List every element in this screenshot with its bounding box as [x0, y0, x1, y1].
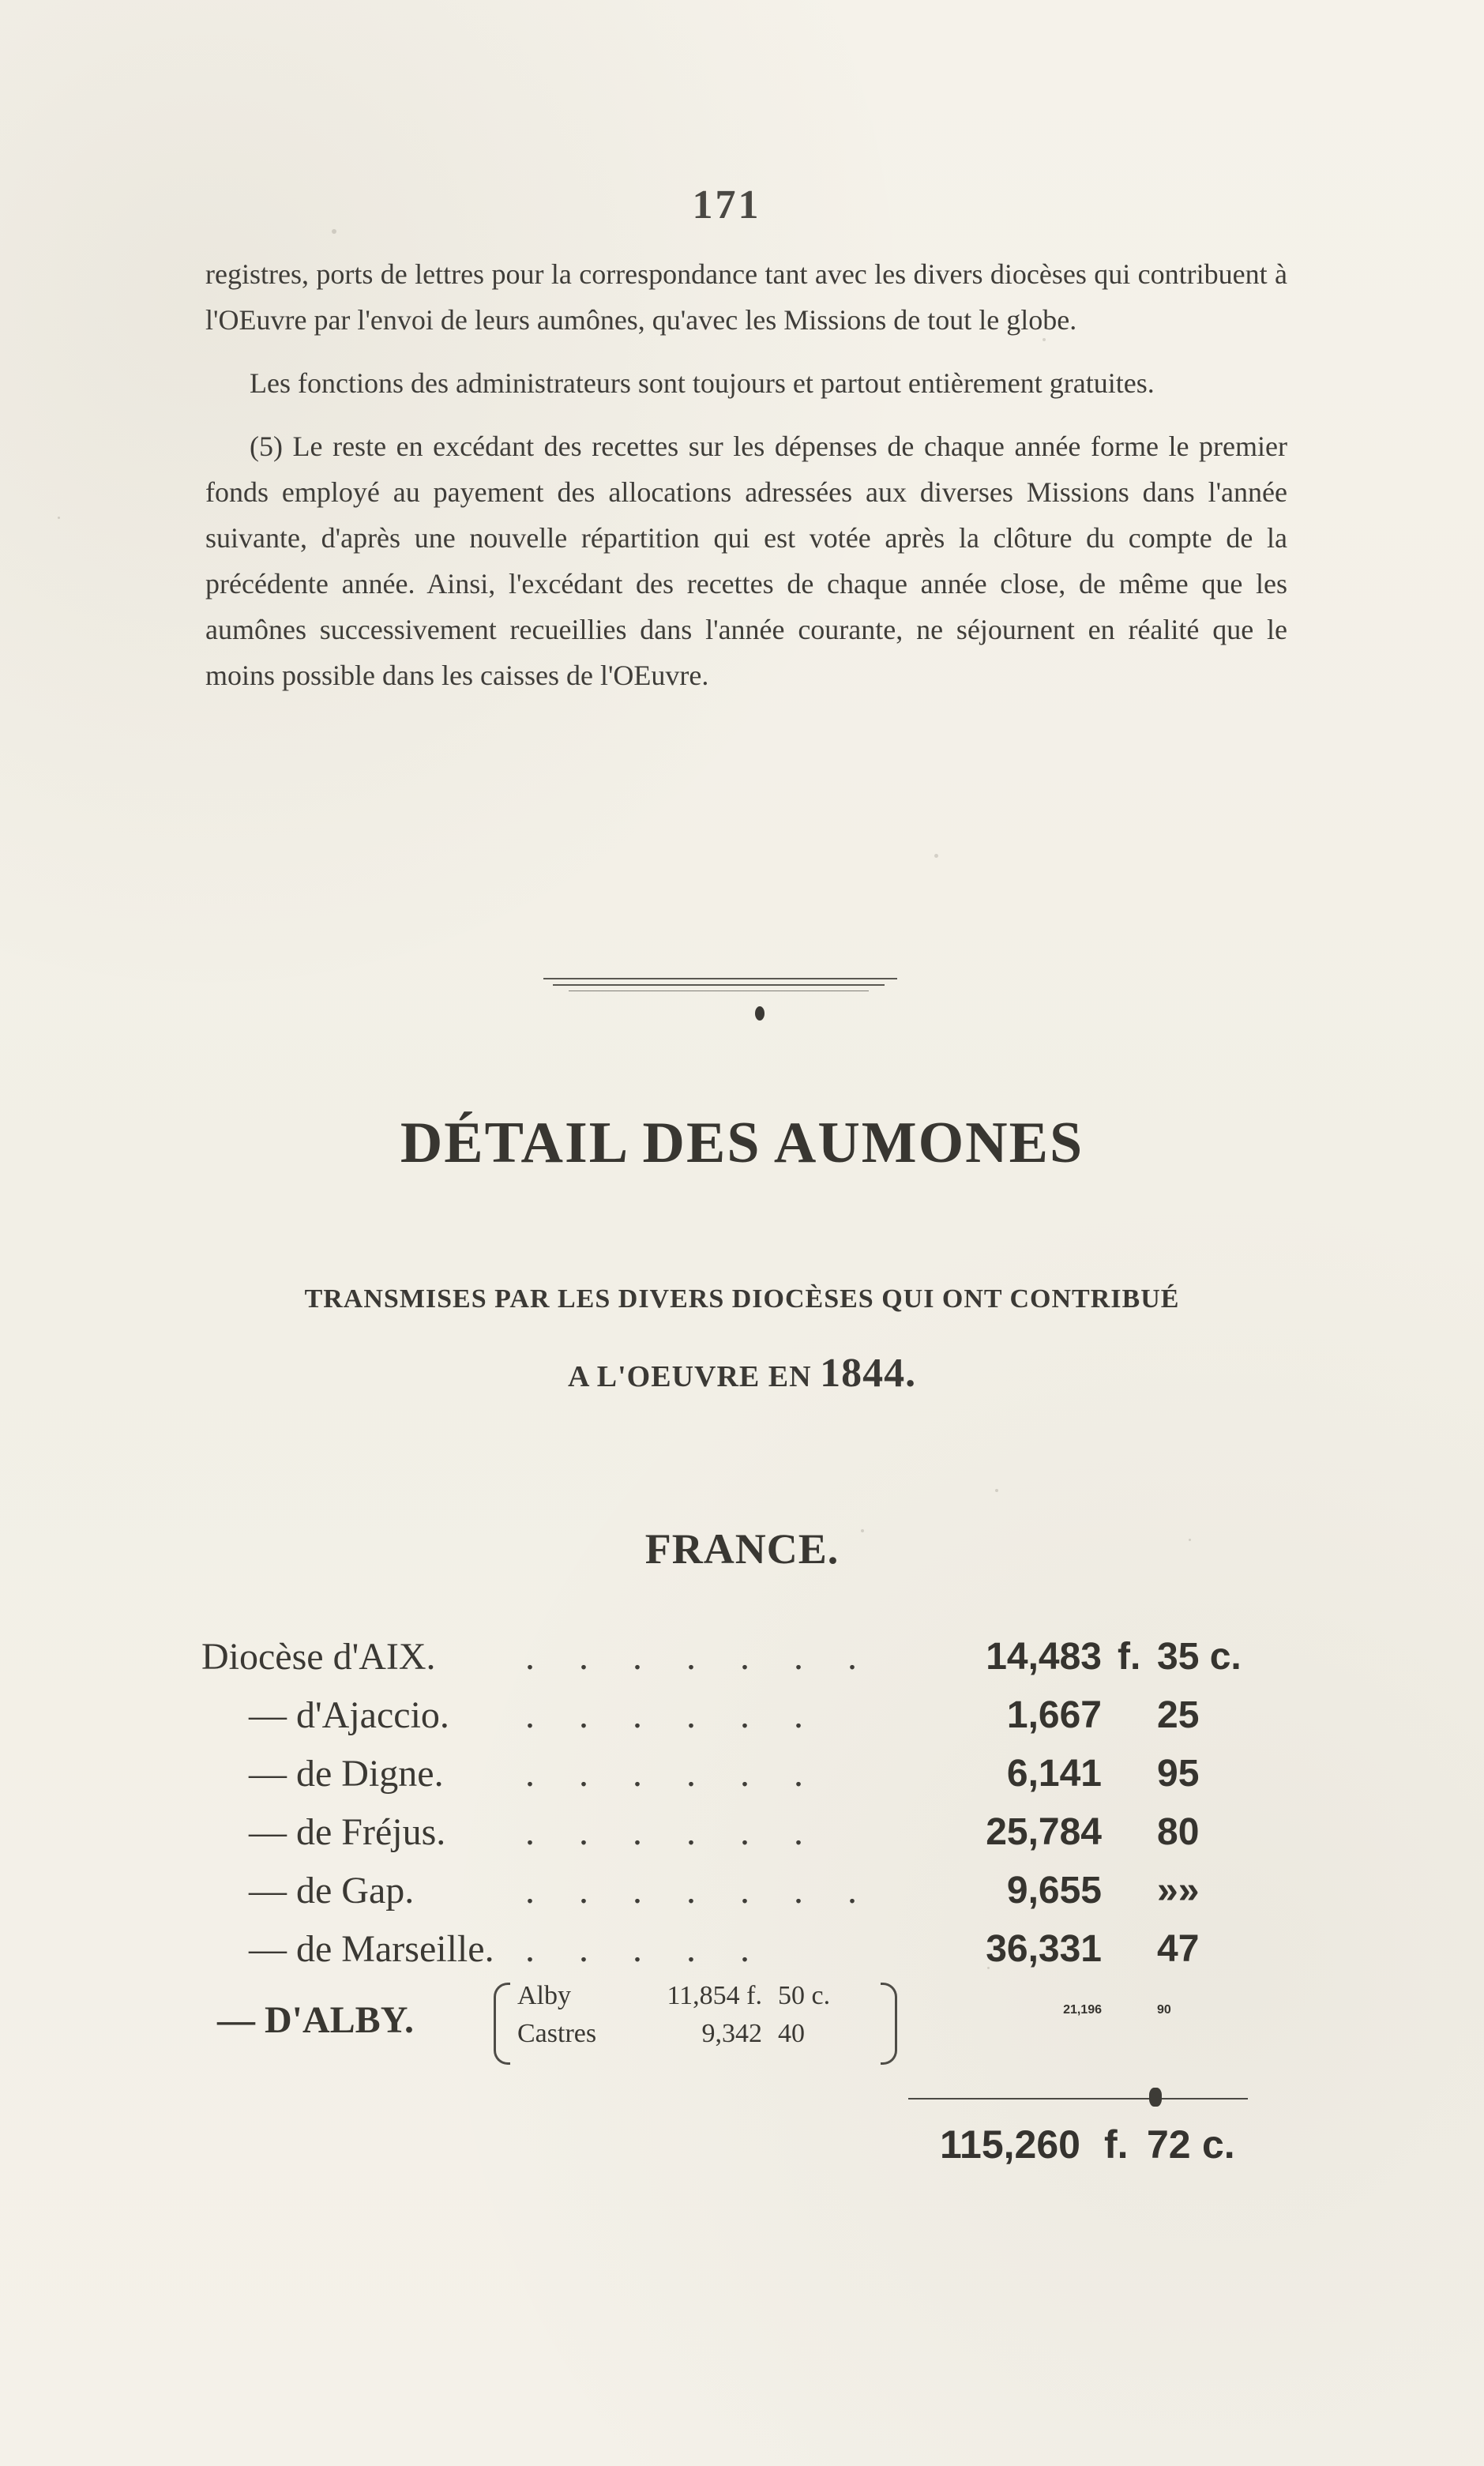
- sub-entry-alby: [517, 1981, 881, 2017]
- total-unit: f.: [1104, 2122, 1129, 2167]
- ledger-row-marseille: [201, 1927, 1275, 1983]
- sub-entry-amount: 9,342: [701, 2019, 762, 2048]
- right-brace-icon: [881, 1983, 897, 2065]
- left-brace-icon: [494, 1983, 510, 2065]
- sub-entry-name: Alby: [517, 1981, 571, 2010]
- row-label: — de Marseille.: [249, 1928, 494, 1970]
- paragraph-3: (5) Le reste en excédant des recettes sur les dépenses de chaque année forme le premier fonds employé au payement des allocations adressées aux diverses Missions dans l'année suivante, d'après une nouvelle répartition qui est votée après la clôture du compte de la précédente année. Ainsi, l'excédant des recettes de chaque année close, de même que les aumônes successivement recueillies dans l'année courante, ne séjournent en réalité que le moins possible dans les caisses de l'OEuvre.: [205, 430, 1287, 691]
- row-amount: 9,655: [1006, 1870, 1102, 1912]
- total-mark-icon: [1149, 2088, 1162, 2107]
- separator-rule: [543, 978, 897, 979]
- row-label: — d'Ajaccio.: [249, 1694, 449, 1736]
- ledger-row-albi: [201, 1981, 1275, 2076]
- row-cents: 25: [1157, 1694, 1200, 1736]
- ledger-row-aix: [201, 1635, 1275, 1690]
- row-cents: »»: [1157, 1870, 1200, 1912]
- ledger-row-gap: [201, 1869, 1275, 1924]
- subtitle-prefix: A L'OEUVRE EN: [567, 1360, 821, 1393]
- total-cents: 72: [1147, 2122, 1191, 2167]
- section-title: FRANCE.: [644, 1525, 840, 1573]
- body-text: [205, 251, 1287, 716]
- row-cents: 90: [1157, 2003, 1171, 2017]
- ledger-row-frejus: [201, 1810, 1275, 1866]
- row-unit: f.: [1118, 1636, 1141, 1678]
- sub-entry-castres: [517, 2019, 881, 2055]
- row-cents: [1157, 1635, 1268, 1678]
- total-row: [940, 2122, 1272, 2178]
- ledger-row-ajaccio: [201, 1693, 1275, 1749]
- row-label: — de Digne.: [249, 1753, 444, 1795]
- row-label: — de Fréjus.: [249, 1811, 446, 1853]
- row-cents-unit: c.: [1209, 1636, 1242, 1678]
- separator-rule-second: [553, 984, 885, 986]
- ledger-row-digne: [201, 1752, 1275, 1807]
- row-amount: 25,784: [986, 1811, 1102, 1853]
- main-title: DÉTAIL DES AUMONES: [400, 1111, 1084, 1175]
- row-cents-value: 35: [1157, 1636, 1200, 1678]
- row-dots: . . . . .: [525, 1928, 767, 1970]
- row-cents: 80: [1157, 1811, 1200, 1853]
- total-cents-unit: c.: [1202, 2122, 1235, 2167]
- row-dots: . . . . . .: [525, 1811, 821, 1853]
- page-number: 171: [692, 182, 761, 227]
- ledger: [201, 1635, 1275, 2204]
- row-label: Diocèse d'AIX.: [201, 1636, 436, 1678]
- row-label: — de Gap.: [249, 1870, 415, 1912]
- row-cents: 95: [1157, 1753, 1200, 1795]
- row-amount: 21,196: [1063, 2003, 1102, 2017]
- row-dots: . . . . . . .: [525, 1636, 874, 1678]
- row-dots: . . . . . .: [525, 1753, 821, 1795]
- paragraph-1: registres, ports de lettres pour la correspondance tant avec les divers diocèses qui contribuent à l'OEuvre par l'envoi de leurs aumônes, qu'avec les Missions de tout le globe.: [205, 258, 1287, 336]
- paragraph-2: Les fonctions des administrateurs sont toujours et partout entièrement gratuites.: [250, 367, 1155, 399]
- sub-entry-cents: 40: [778, 2019, 805, 2048]
- row-amount: 36,331: [986, 1928, 1102, 1970]
- bullet-icon: [755, 1006, 765, 1021]
- row-amount: 1,667: [1006, 1694, 1102, 1736]
- row-label: — D'ALBY.: [217, 1999, 414, 2041]
- total-amount: 115,260: [940, 2122, 1080, 2167]
- sub-entry-name: Castres: [517, 2019, 597, 2048]
- row-dots: . . . . . . .: [525, 1870, 874, 1912]
- row-amount: 14,483: [986, 1636, 1102, 1678]
- sub-entry-amount: 11,854 f.: [667, 1981, 762, 2010]
- row-cents: 47: [1157, 1928, 1200, 1970]
- row-amount: 6,141: [1006, 1753, 1102, 1795]
- subtitle-year: 1844.: [820, 1351, 917, 1396]
- total-rule: [908, 2098, 1248, 2099]
- row-dots: . . . . . .: [525, 1694, 821, 1736]
- subtitle-line-2: [0, 1350, 1484, 1397]
- sub-entry-cents: 50 c.: [778, 1981, 831, 2010]
- subtitle-line-1: TRANSMISES PAR LES DIVERS DIOCÈSES QUI ONT CONTRIBUÉ: [304, 1284, 1180, 1314]
